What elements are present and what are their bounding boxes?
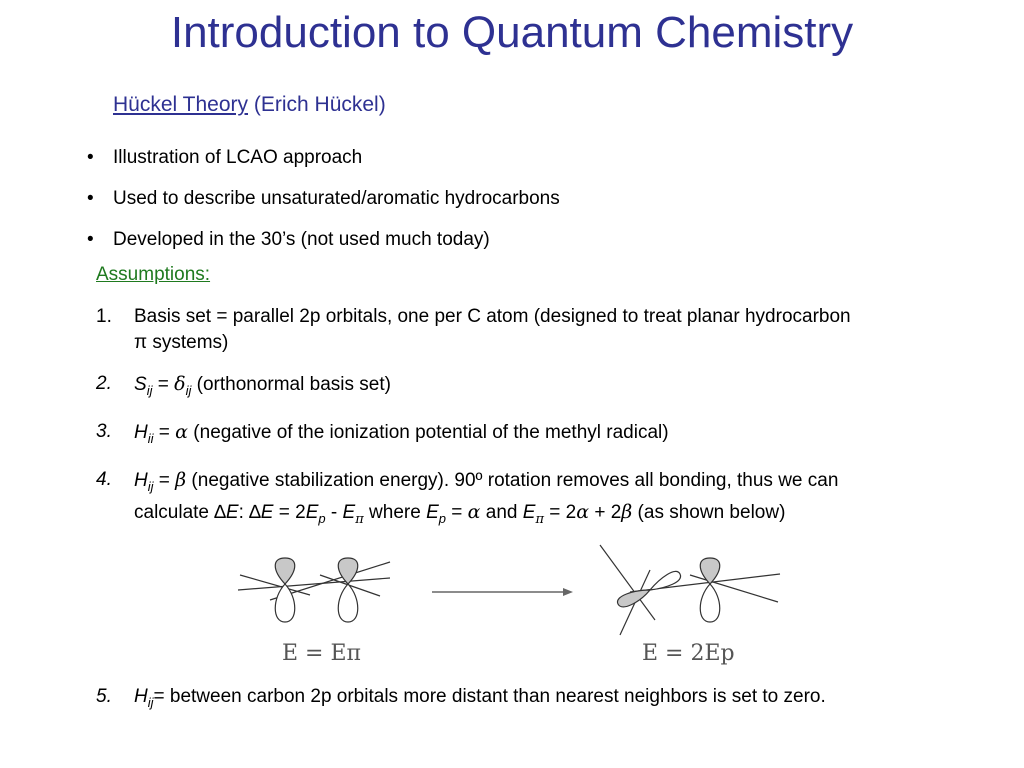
assumption-1	[96, 304, 1001, 356]
bullet-text: Used to describe unsaturated/aromatic hydrocarbons	[113, 188, 560, 209]
item2-rest: (orthonormal basis set)	[191, 374, 391, 395]
orbital-lobe-top	[338, 558, 358, 584]
alpha-symbol: α	[467, 501, 481, 524]
beta-symbol: β	[621, 501, 633, 524]
subscript: ii	[147, 430, 154, 446]
subscript: ij	[147, 478, 154, 494]
subscript: ij	[146, 382, 153, 398]
rotated-p-orbitals	[600, 545, 780, 635]
bullet-text: Developed in the 30’s (not used much today)	[113, 229, 490, 250]
item4-text: and	[480, 502, 523, 524]
bullet-item	[87, 219, 560, 260]
symbol-e: E	[225, 502, 239, 524]
symbol-h: H	[134, 421, 148, 443]
item4-text: calculate ∆	[134, 502, 226, 524]
equals: =	[152, 374, 175, 395]
item-text	[134, 419, 1001, 452]
equals: =	[153, 421, 176, 443]
bullet-dot: •	[87, 229, 94, 250]
slide-title: Introduction to Quantum Chemistry	[170, 8, 854, 57]
orbital-rotation-diagram	[230, 540, 800, 675]
alpha-symbol: α	[175, 420, 189, 443]
assumption-5	[96, 686, 826, 710]
orbital-lobe-top	[275, 558, 295, 584]
symbol-s: S	[134, 374, 147, 395]
right-energy-label: E = 2Ep	[642, 641, 735, 666]
orbital-lobe-top	[700, 558, 720, 584]
bullet-dot: •	[87, 147, 94, 168]
arrow-icon	[432, 588, 573, 596]
symbol-h: H	[134, 469, 148, 491]
subscript: π	[355, 512, 364, 528]
alpha-symbol: α	[576, 501, 590, 524]
item4-text: =	[445, 502, 468, 524]
item4-text: where	[363, 502, 427, 524]
subscript: π	[535, 512, 544, 528]
orbital-lobe-bottom	[338, 584, 358, 622]
orbital-lobe-rotated	[650, 571, 681, 590]
assumption-4	[96, 467, 1001, 534]
subtitle	[113, 93, 386, 117]
item-text	[134, 304, 1001, 356]
symbol-e: E	[305, 502, 319, 524]
symbol-e: E	[342, 502, 356, 524]
symbol-e: E	[260, 502, 274, 524]
item-number: 4.	[96, 468, 112, 490]
item4-text: : ∆	[238, 502, 261, 524]
assumptions-list	[96, 304, 1001, 548]
delta-symbol: δ	[174, 373, 186, 395]
beta-symbol: β	[175, 468, 187, 491]
item1-line1: Basis set = parallel 2p orbitals, one per C atom (designed to treat planar hydrocarbon	[134, 306, 851, 327]
symbol-e: E	[426, 502, 439, 524]
item4-text: = 2	[273, 502, 306, 524]
bullet-dot: •	[87, 188, 94, 209]
bullet-item	[87, 137, 560, 178]
item4-rest: (negative stabilization energy). 90º rotation removes all bonding, thus we can	[186, 469, 839, 491]
item-text	[134, 371, 1001, 404]
subscript: ij	[147, 694, 154, 710]
parallel-p-orbitals	[238, 558, 390, 622]
huckel-theory-link[interactable]: Hückel Theory	[113, 93, 249, 116]
item-number: 2.	[96, 373, 112, 394]
equals: =	[153, 469, 176, 491]
bond-line	[238, 578, 390, 590]
item3-rest: (negative of the ionization potential of the methyl radical)	[188, 421, 669, 443]
subscript: ij	[185, 382, 192, 398]
item-number: 5.	[96, 686, 112, 707]
assumption-3	[96, 419, 1001, 452]
subtitle-rest: (Erich Hückel)	[248, 93, 386, 116]
item1-line2: π systems)	[134, 332, 229, 353]
symbol-e: E	[522, 502, 536, 524]
item4-text: (as shown below)	[632, 502, 786, 524]
bullet-list	[87, 137, 560, 260]
item4-text: + 2	[589, 502, 622, 524]
orbital-lobe-bottom	[700, 584, 720, 622]
assumptions-heading: Assumptions:	[96, 264, 211, 285]
item-number: 3.	[96, 420, 112, 442]
symbol-h: H	[134, 686, 148, 707]
subscript: p	[438, 511, 446, 527]
item4-text: = 2	[543, 502, 577, 524]
bond-line	[600, 545, 655, 620]
subscript: p	[318, 511, 326, 527]
assumption-2	[96, 371, 1001, 404]
bullet-text: Illustration of LCAO approach	[113, 147, 363, 168]
left-energy-label: E = Eπ	[282, 641, 361, 666]
item-text	[134, 686, 826, 710]
item4-text: -	[325, 502, 343, 524]
item-number: 1.	[96, 306, 112, 327]
item5-rest: = between carbon 2p orbitals more distant than nearest neighbors is set to zero.	[153, 686, 826, 707]
item-text	[134, 467, 1001, 534]
bullet-item	[87, 178, 560, 219]
